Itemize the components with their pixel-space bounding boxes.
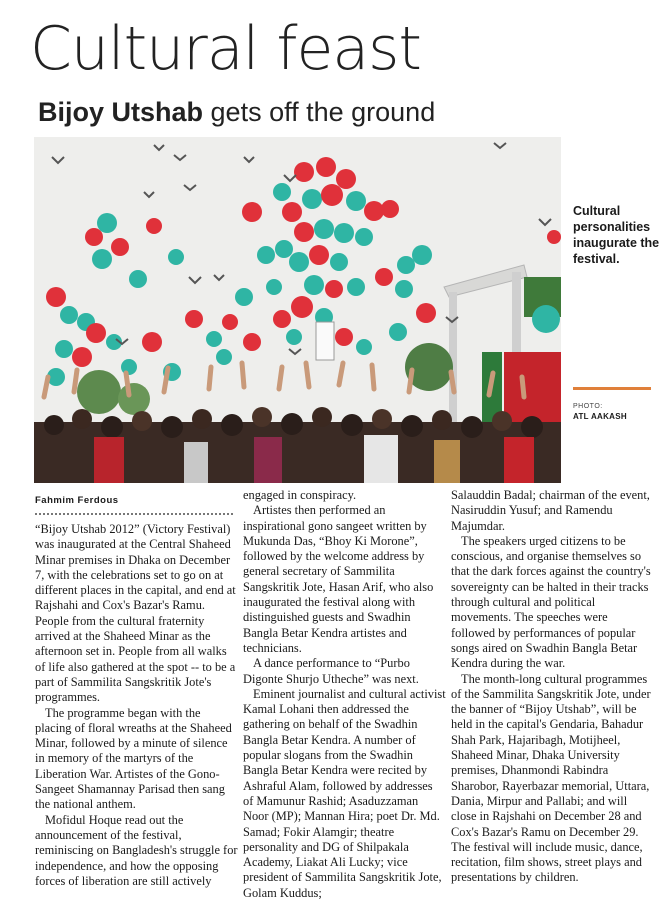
paragraph: The programme began with the placing of floral wreaths at the Shaheed Minar, followed by a minute of silence in memory of the martyrs of the Liberation War. Artistes of the Gono-Sangeet Shamannay Parisad then sang the national anthem.	[35, 705, 232, 812]
article-column-2	[243, 488, 446, 901]
byline: Fahmim Ferdous	[35, 495, 119, 506]
photo-credit-label: PHOTO:	[573, 403, 603, 410]
credit-divider	[573, 387, 651, 390]
banner	[316, 322, 334, 360]
article-column-3	[451, 488, 654, 886]
paragraph: A dance performance to “Purbo Digonte Shurjo Utheche” was next.	[243, 656, 419, 686]
photo-caption: Cultural personalities inaugurate the festival.	[573, 204, 660, 266]
subhead-rest: gets off the ground	[203, 97, 436, 127]
subheadline	[38, 96, 435, 128]
paragraph: The month-long cultural programmes of the Sammilita Sangskritik Jote, under the banner of “Bijoy Utshab”, will be held in the capital's Gendaria, Bahadur Shah Park, Hajaribagh, Motijheel, Shaheed Minar, Dhaka University premises, Dhanmondi Rabindra Sharobor, Rayerbazar memorial, Uttara, Dania, Mirpur and Pallabi; and will close in Rajshahi on December 28 and Cox's Bazar's Ramu on December 29. The festival will include music, dance, recitation, film shows, street plays and presentations by children.	[451, 671, 651, 885]
paragraph: Mofidul Hoque read out the announcement of the festival, reminiscing on Bangladesh's struggle for independence, and how the opposing forces of liberation are still actively	[35, 812, 238, 888]
paragraph: Eminent journalist and cultural activist Kamal Lohani then addressed the gathering on behalf of the Swadhin Bangla Betar Kendra. A number of popular slogans from the Swadhin Bangla Betar Kendra were recited by Ashraful Alam, followed by addresses of Mamunur Rashid; Asaduzzaman Noor (MP); Mannan Hira; poet Dr. Md. Samad; Fokir Alamgir; theatre personality and DG of Shilpakala Academy, Liakat Ali Lucky; vice president of Sammilita Sangskritik Jote, Golam Kuddus;	[243, 686, 446, 900]
headline: Cultural feast	[30, 14, 421, 84]
photo-credit-name: ATL AAKASH	[573, 412, 627, 421]
byline-divider	[35, 513, 233, 515]
paragraph: “Bijoy Utshab 2012” (Victory Festival) was inaugurated at the Central Shaheed Minar premises in Dhaka on December 7, with the celebrations set to go on at different places in the capital, and end at Rajshahi and Cox's Bazar's Ramu. People from the cultural fraternity arrived at the Shaheed Minar as the afternoon set in. People from all walks of life also gathered at the spot -- to be a part of Sammilita Sangskritik Jote's programmes.	[35, 522, 236, 705]
paragraph: engaged in conspiracy.	[243, 488, 357, 502]
paragraph: Salauddin Badal; chairman of the event, Nasiruddin Yusuf; and Ramendu Majumdar.	[451, 488, 650, 533]
article-column-1	[35, 522, 238, 889]
subhead-bold: Bijoy Utshab	[38, 97, 204, 127]
paragraph: The speakers urged citizens to be conscious, and organise themselves so that the dark forces against the country's sovereignty can be halted in their tracks through cultural and political movements. The speeches were followed by performances of popular songs aired on Swadhin Bangla Betar Kendra during the war.	[451, 533, 651, 671]
paragraph: Artistes then performed an inspirational gono sangeet written by Mukunda Das, “Bhoy Ki Morone”, followed by the welcome address by general secretary of Sammilita Sangskritik Jote, Hasan Arif, who also inaugurated the festival along with distinguished guests and Swadhin Bangla Betar Kendra artistes and technicians.	[243, 503, 434, 655]
balloon-release-illustration	[34, 137, 561, 483]
news-photo	[34, 137, 561, 483]
